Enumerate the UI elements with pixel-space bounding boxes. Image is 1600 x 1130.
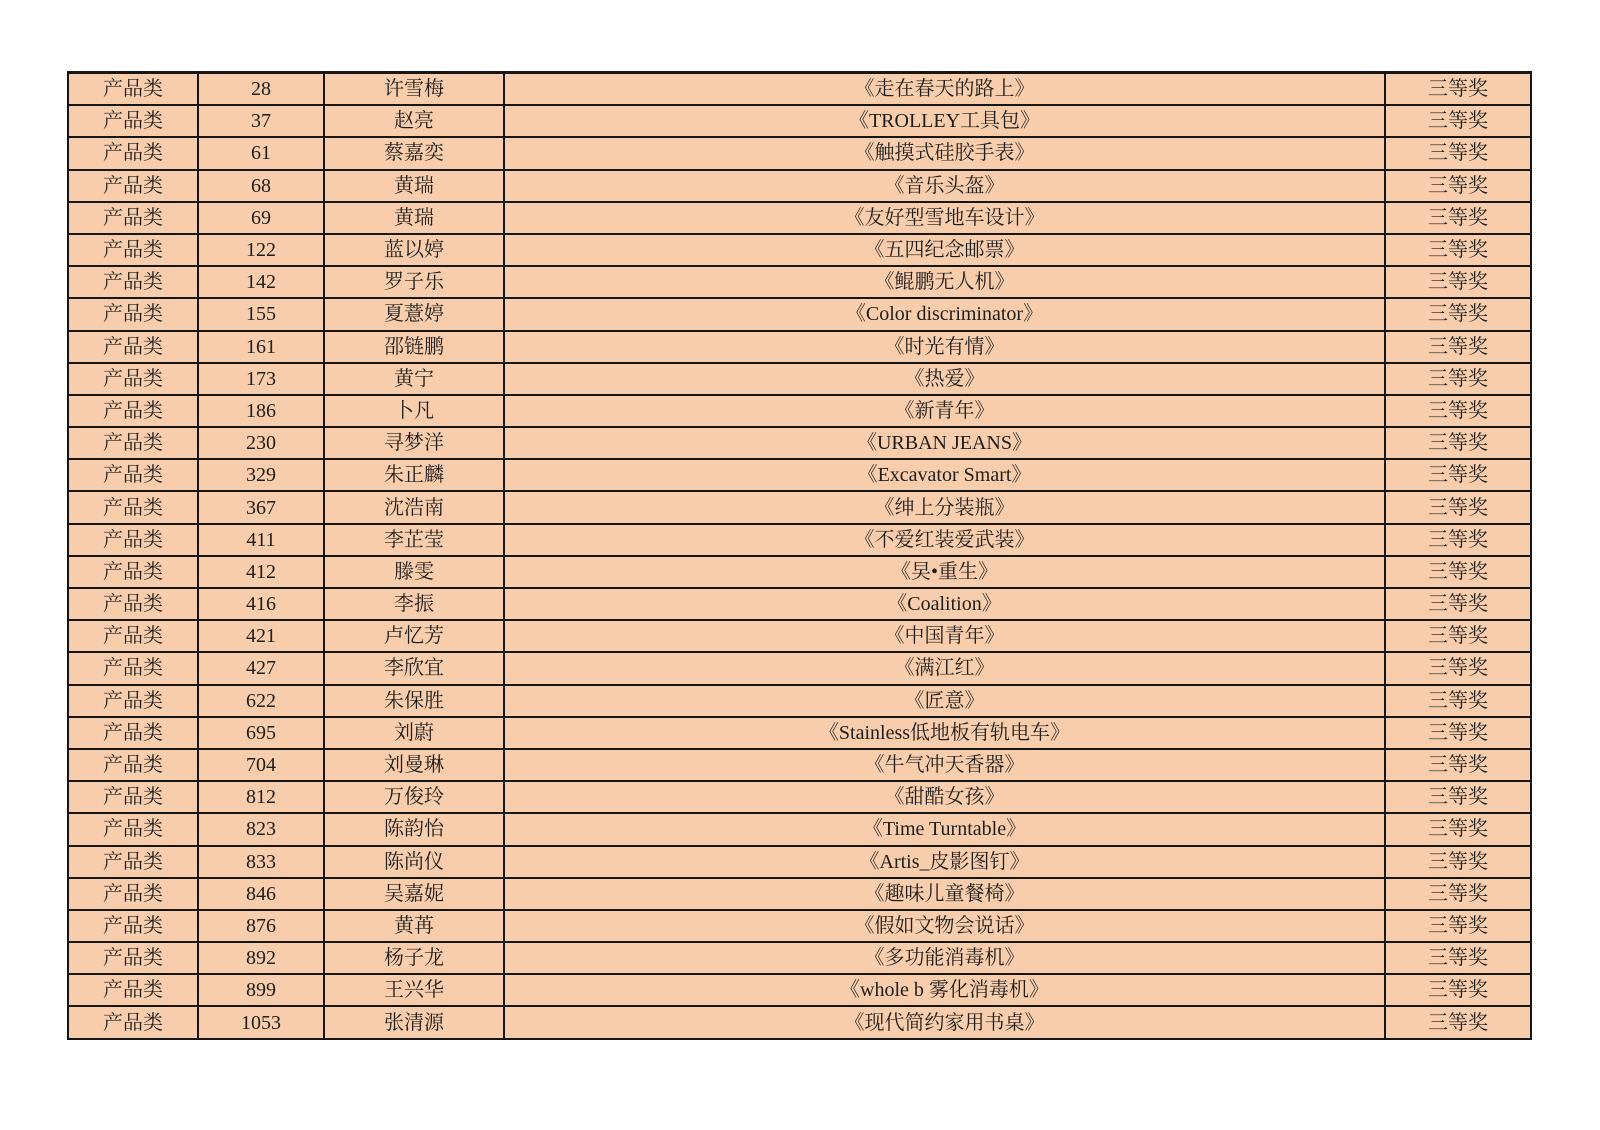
cell-award-level: 三等奖 xyxy=(1385,1006,1531,1039)
cell-work-title: 《多功能消毒机》 xyxy=(504,942,1385,974)
cell-award-level: 三等奖 xyxy=(1385,652,1531,684)
cell-author-name: 卜凡 xyxy=(324,395,504,427)
cell-category: 产品类 xyxy=(68,910,198,942)
cell-category: 产品类 xyxy=(68,685,198,717)
cell-category: 产品类 xyxy=(68,234,198,266)
cell-author-name: 吴嘉妮 xyxy=(324,878,504,910)
cell-award-level: 三等奖 xyxy=(1385,749,1531,781)
cell-category: 产品类 xyxy=(68,781,198,813)
cell-category: 产品类 xyxy=(68,73,198,106)
cell-category: 产品类 xyxy=(68,266,198,298)
cell-work-title: 《假如文物会说话》 xyxy=(504,910,1385,942)
cell-award-level: 三等奖 xyxy=(1385,974,1531,1006)
cell-category: 产品类 xyxy=(68,556,198,588)
cell-entry-number: 122 xyxy=(198,234,324,266)
cell-entry-number: 61 xyxy=(198,137,324,169)
cell-category: 产品类 xyxy=(68,652,198,684)
table-row xyxy=(68,974,1531,1006)
cell-author-name: 沈浩南 xyxy=(324,491,504,523)
cell-category: 产品类 xyxy=(68,524,198,556)
cell-category: 产品类 xyxy=(68,491,198,523)
awards-table-body xyxy=(68,73,1531,1040)
cell-work-title: 《中国青年》 xyxy=(504,620,1385,652)
table-row xyxy=(68,942,1531,974)
cell-category: 产品类 xyxy=(68,459,198,491)
cell-category: 产品类 xyxy=(68,942,198,974)
cell-entry-number: 1053 xyxy=(198,1006,324,1039)
cell-award-level: 三等奖 xyxy=(1385,781,1531,813)
table-row xyxy=(68,234,1531,266)
cell-work-title: 《时光有情》 xyxy=(504,331,1385,363)
cell-work-title: 《匠意》 xyxy=(504,685,1385,717)
cell-author-name: 卢忆芳 xyxy=(324,620,504,652)
cell-category: 产品类 xyxy=(68,620,198,652)
cell-entry-number: 876 xyxy=(198,910,324,942)
cell-award-level: 三等奖 xyxy=(1385,331,1531,363)
cell-award-level: 三等奖 xyxy=(1385,234,1531,266)
cell-category: 产品类 xyxy=(68,813,198,845)
cell-category: 产品类 xyxy=(68,202,198,234)
cell-entry-number: 846 xyxy=(198,878,324,910)
cell-author-name: 许雪梅 xyxy=(324,73,504,106)
cell-award-level: 三等奖 xyxy=(1385,170,1531,202)
cell-category: 产品类 xyxy=(68,137,198,169)
cell-award-level: 三等奖 xyxy=(1385,556,1531,588)
table-row xyxy=(68,491,1531,523)
cell-award-level: 三等奖 xyxy=(1385,298,1531,330)
cell-author-name: 邵链鹏 xyxy=(324,331,504,363)
cell-work-title: 《绅上分装瓶》 xyxy=(504,491,1385,523)
cell-category: 产品类 xyxy=(68,105,198,137)
table-row xyxy=(68,395,1531,427)
cell-award-level: 三等奖 xyxy=(1385,813,1531,845)
cell-category: 产品类 xyxy=(68,846,198,878)
cell-work-title: 《甜酷女孩》 xyxy=(504,781,1385,813)
cell-category: 产品类 xyxy=(68,170,198,202)
cell-award-level: 三等奖 xyxy=(1385,395,1531,427)
cell-award-level: 三等奖 xyxy=(1385,620,1531,652)
table-row xyxy=(68,266,1531,298)
cell-category: 产品类 xyxy=(68,974,198,1006)
cell-award-level: 三等奖 xyxy=(1385,266,1531,298)
table-row xyxy=(68,910,1531,942)
cell-work-title: 《热爱》 xyxy=(504,363,1385,395)
table-row xyxy=(68,73,1531,106)
cell-author-name: 李欣宜 xyxy=(324,652,504,684)
cell-entry-number: 142 xyxy=(198,266,324,298)
cell-author-name: 陈韵怡 xyxy=(324,813,504,845)
cell-work-title: 《Artis_皮影图钉》 xyxy=(504,846,1385,878)
cell-author-name: 黄苒 xyxy=(324,910,504,942)
cell-award-level: 三等奖 xyxy=(1385,942,1531,974)
cell-entry-number: 421 xyxy=(198,620,324,652)
table-row xyxy=(68,620,1531,652)
cell-work-title: 《触摸式硅胶手表》 xyxy=(504,137,1385,169)
cell-category: 产品类 xyxy=(68,395,198,427)
cell-category: 产品类 xyxy=(68,298,198,330)
cell-author-name: 蓝以婷 xyxy=(324,234,504,266)
table-row xyxy=(68,1006,1531,1039)
cell-award-level: 三等奖 xyxy=(1385,717,1531,749)
cell-award-level: 三等奖 xyxy=(1385,459,1531,491)
cell-category: 产品类 xyxy=(68,1006,198,1039)
cell-author-name: 黄瑞 xyxy=(324,170,504,202)
cell-category: 产品类 xyxy=(68,588,198,620)
table-row xyxy=(68,524,1531,556)
cell-work-title: 《牛气冲天香器》 xyxy=(504,749,1385,781)
cell-category: 产品类 xyxy=(68,878,198,910)
cell-work-title: 《新青年》 xyxy=(504,395,1385,427)
cell-author-name: 蔡嘉奕 xyxy=(324,137,504,169)
cell-author-name: 刘蔚 xyxy=(324,717,504,749)
cell-author-name: 赵亮 xyxy=(324,105,504,137)
cell-entry-number: 416 xyxy=(198,588,324,620)
cell-award-level: 三等奖 xyxy=(1385,588,1531,620)
cell-entry-number: 411 xyxy=(198,524,324,556)
table-row xyxy=(68,588,1531,620)
cell-work-title: 《五四纪念邮票》 xyxy=(504,234,1385,266)
cell-work-title: 《走在春天的路上》 xyxy=(504,73,1385,106)
cell-work-title: 《URBAN JEANS》 xyxy=(504,427,1385,459)
cell-work-title: 《音乐头盔》 xyxy=(504,170,1385,202)
table-row xyxy=(68,846,1531,878)
cell-entry-number: 329 xyxy=(198,459,324,491)
cell-author-name: 王兴华 xyxy=(324,974,504,1006)
cell-entry-number: 833 xyxy=(198,846,324,878)
cell-author-name: 寻梦洋 xyxy=(324,427,504,459)
cell-entry-number: 367 xyxy=(198,491,324,523)
table-row xyxy=(68,717,1531,749)
cell-work-title: 《鲲鹏无人机》 xyxy=(504,266,1385,298)
cell-author-name: 黄瑞 xyxy=(324,202,504,234)
cell-category: 产品类 xyxy=(68,331,198,363)
cell-entry-number: 899 xyxy=(198,974,324,1006)
cell-award-level: 三等奖 xyxy=(1385,910,1531,942)
cell-entry-number: 427 xyxy=(198,652,324,684)
cell-category: 产品类 xyxy=(68,717,198,749)
table-row xyxy=(68,202,1531,234)
cell-author-name: 黄宁 xyxy=(324,363,504,395)
cell-work-title: 《Color discriminator》 xyxy=(504,298,1385,330)
cell-entry-number: 622 xyxy=(198,685,324,717)
cell-author-name: 李振 xyxy=(324,588,504,620)
cell-category: 产品类 xyxy=(68,363,198,395)
cell-award-level: 三等奖 xyxy=(1385,524,1531,556)
cell-author-name: 杨子龙 xyxy=(324,942,504,974)
cell-work-title: 《现代简约家用书桌》 xyxy=(504,1006,1385,1039)
cell-work-title: 《Coalition》 xyxy=(504,588,1385,620)
table-row xyxy=(68,685,1531,717)
cell-award-level: 三等奖 xyxy=(1385,878,1531,910)
cell-entry-number: 68 xyxy=(198,170,324,202)
cell-category: 产品类 xyxy=(68,749,198,781)
cell-work-title: 《友好型雪地车设计》 xyxy=(504,202,1385,234)
cell-work-title: 《旲•重生》 xyxy=(504,556,1385,588)
table-row xyxy=(68,427,1531,459)
cell-entry-number: 37 xyxy=(198,105,324,137)
cell-author-name: 李芷莹 xyxy=(324,524,504,556)
table-row xyxy=(68,878,1531,910)
cell-entry-number: 892 xyxy=(198,942,324,974)
cell-entry-number: 695 xyxy=(198,717,324,749)
cell-work-title: 《满江红》 xyxy=(504,652,1385,684)
table-row xyxy=(68,331,1531,363)
cell-work-title: 《TROLLEY工具包》 xyxy=(504,105,1385,137)
cell-award-level: 三等奖 xyxy=(1385,202,1531,234)
cell-author-name: 万俊玲 xyxy=(324,781,504,813)
table-row xyxy=(68,781,1531,813)
cell-award-level: 三等奖 xyxy=(1385,137,1531,169)
cell-author-name: 罗子乐 xyxy=(324,266,504,298)
cell-award-level: 三等奖 xyxy=(1385,685,1531,717)
table-row xyxy=(68,137,1531,169)
table-row xyxy=(68,556,1531,588)
awards-table xyxy=(67,71,1532,1040)
cell-entry-number: 28 xyxy=(198,73,324,106)
cell-work-title: 《趣味儿童餐椅》 xyxy=(504,878,1385,910)
cell-entry-number: 823 xyxy=(198,813,324,845)
cell-entry-number: 230 xyxy=(198,427,324,459)
cell-entry-number: 412 xyxy=(198,556,324,588)
cell-work-title: 《不爱红装爱武装》 xyxy=(504,524,1385,556)
cell-work-title: 《Time Turntable》 xyxy=(504,813,1385,845)
cell-entry-number: 812 xyxy=(198,781,324,813)
cell-entry-number: 186 xyxy=(198,395,324,427)
table-row xyxy=(68,749,1531,781)
cell-work-title: 《Stainless低地板有轨电车》 xyxy=(504,717,1385,749)
table-row xyxy=(68,459,1531,491)
table-row xyxy=(68,813,1531,845)
cell-award-level: 三等奖 xyxy=(1385,846,1531,878)
cell-author-name: 陈尚仪 xyxy=(324,846,504,878)
cell-award-level: 三等奖 xyxy=(1385,73,1531,106)
table-row xyxy=(68,105,1531,137)
cell-award-level: 三等奖 xyxy=(1385,105,1531,137)
cell-entry-number: 704 xyxy=(198,749,324,781)
cell-work-title: 《whole b 雾化消毒机》 xyxy=(504,974,1385,1006)
cell-award-level: 三等奖 xyxy=(1385,363,1531,395)
table-row xyxy=(68,298,1531,330)
cell-category: 产品类 xyxy=(68,427,198,459)
cell-award-level: 三等奖 xyxy=(1385,427,1531,459)
table-row xyxy=(68,170,1531,202)
cell-author-name: 张清源 xyxy=(324,1006,504,1039)
cell-author-name: 滕雯 xyxy=(324,556,504,588)
cell-entry-number: 69 xyxy=(198,202,324,234)
table-row xyxy=(68,652,1531,684)
cell-entry-number: 173 xyxy=(198,363,324,395)
cell-work-title: 《Excavator Smart》 xyxy=(504,459,1385,491)
cell-author-name: 朱正麟 xyxy=(324,459,504,491)
cell-award-level: 三等奖 xyxy=(1385,491,1531,523)
cell-entry-number: 155 xyxy=(198,298,324,330)
cell-author-name: 刘曼琳 xyxy=(324,749,504,781)
cell-entry-number: 161 xyxy=(198,331,324,363)
table-row xyxy=(68,363,1531,395)
cell-author-name: 朱保胜 xyxy=(324,685,504,717)
cell-author-name: 夏薏婷 xyxy=(324,298,504,330)
